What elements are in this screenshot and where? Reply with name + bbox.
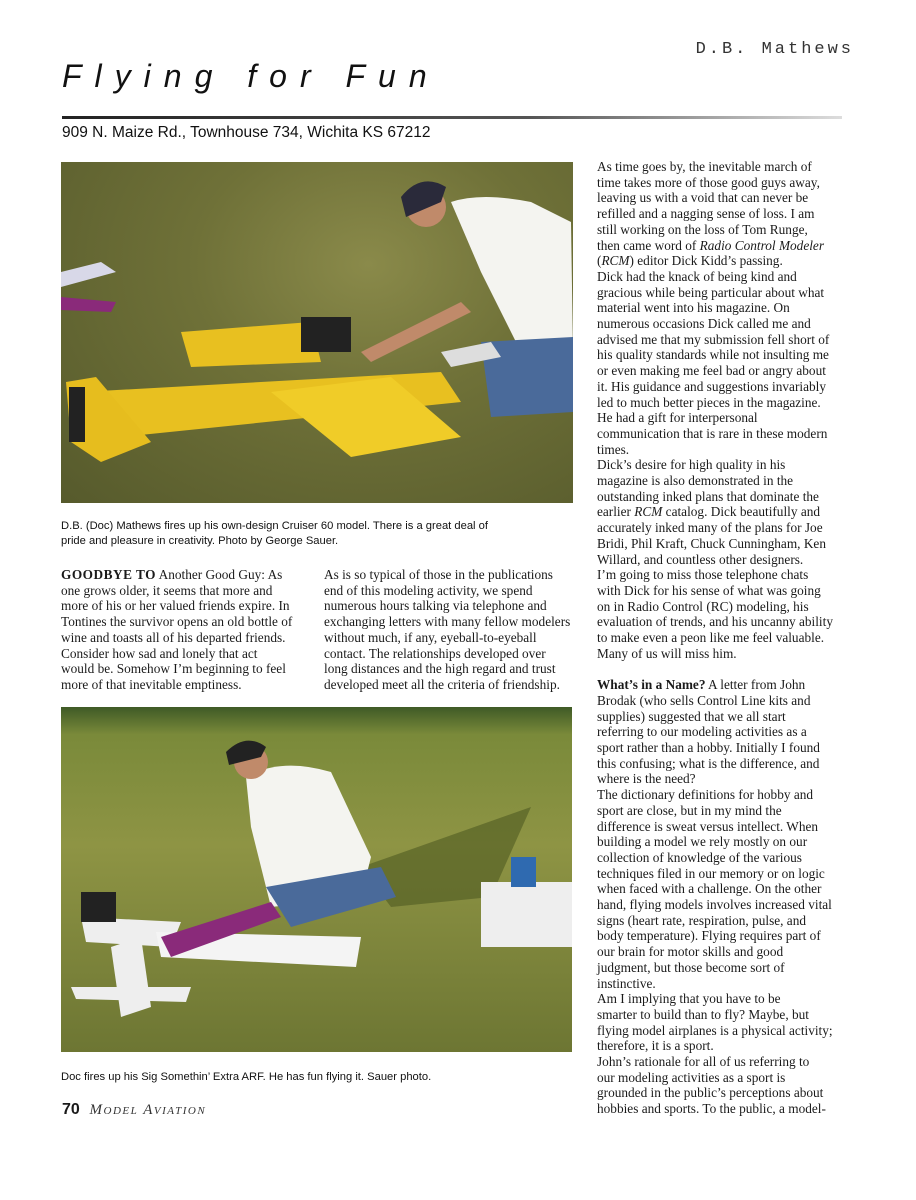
page-number: 70	[62, 1101, 80, 1118]
paragraph-text: Another Good Guy: As one grows older, it seems that more and more of his or her valued friends expire. In Tontines the survivor opens an old bottle of wine and toasts all of his departed friends. Consider how sad and lonely that act would be. Somehow I’m beginning to feel more of that inevitable emptiness.	[61, 567, 293, 692]
italic-text: Radio Control Modeler	[699, 237, 824, 253]
photo-cruiser-60-illustration	[61, 162, 573, 503]
article-paragraph	[597, 1054, 847, 1117]
paragraph-text: I’m going to miss those telephone chats with Dick for his sense of what was going on in Radio Control (RC) modeling, his evaluation of trends, and his uncanny ability to make even a peon like me feel valuable. Many of us will miss him.	[597, 567, 833, 661]
paragraph-text: Am I implying that you have to be smarter to build than to fly? Maybe, but flying model airplanes is a physical activity; therefore, it is a sport.	[597, 991, 833, 1054]
author-address: 909 N. Maize Rd., Townhouse 734, Wichita KS 67212	[62, 124, 431, 141]
article-paragraph	[597, 787, 847, 991]
title-rule	[62, 116, 842, 119]
paragraph-text: Dick had the knack of being kind and gracious while being particular about what material went into his magazine. On numerous occasions Dick called me and advised me that my submission fell short of his quality standards while not insulting me or even making me feel bad or angry about it. His guidance and suggestions invariably led to much better pieces in the magazine. He had a gift for interpersonal communication that is rare in these modern times.	[597, 268, 830, 457]
paragraph-text: As is so typical of those in the publications end of this modeling activity, we spend numerous hours talking via telephone and exchanging letters with many fellow modelers without much, if any, eyeball-to-eyeball contact. The relationships developed over long distances and the high regard and trust developed meet all the criteria of friendship.	[324, 567, 571, 692]
section-lead-in: What’s in a Name?	[597, 677, 706, 693]
italic-text: RCM	[634, 504, 663, 520]
photo-cruiser-60-caption: D.B. (Doc) Mathews fires up his own-design Cruiser 60 model. There is a great deal of pride and pleasure in creativity. Photo by George Sauer.	[61, 520, 488, 547]
article-paragraph	[597, 457, 847, 567]
paragraph-text: The dictionary definitions for hobby and sport are close, but in my mind the difference is sweat versus intellect. When building a model we rely mostly on our collection of knowledge of the various techniques filed in our memory or on logic when faced with a challenge. On the other hand, flying models involves increased vital signs (heart rate, respiration, pulse, and body temperature). Flying requires part of our brain for motor skills and good judgment, but those become sort of instinctive.	[597, 787, 832, 991]
paragraph-gap	[597, 662, 847, 678]
paragraph-text: John’s rationale for all of us referring to our modeling activities as a sport is grounded in the public’s perceptions about hobbies and sports. To the public, a model-	[597, 1054, 826, 1117]
paragraph-text: Dick’s desire for high quality in his magazine is also demonstrated in the outstanding inked plans that dominate the earlier	[597, 457, 819, 520]
italic-text: RCM	[601, 253, 630, 269]
author-name: D.B. Mathews	[695, 40, 854, 59]
article-paragraph	[597, 991, 847, 1054]
article-paragraph	[597, 677, 847, 787]
photo-somethin-extra	[61, 707, 572, 1052]
magazine-name: Model Aviation	[89, 1102, 207, 1118]
photo-somethin-extra-caption: Doc fires up his Sig Somethin’ Extra ARF. He has fun flying it. Sauer photo.	[61, 1071, 432, 1083]
article-paragraph	[61, 567, 321, 693]
paragraph-text: ) editor Dick Kidd’s passing.	[629, 253, 783, 269]
article-paragraph	[597, 269, 847, 457]
article-paragraph	[597, 567, 847, 661]
paragraph-text: As time goes by, the inevitable march of time takes more of those good guys away, leaving us with a void that can never be refilled and a nagging sense of loss. I am still working on the loss of Tom Runge, then came word of	[597, 159, 820, 253]
article-paragraph	[597, 159, 847, 269]
page-footer	[62, 1101, 206, 1119]
paragraph-text: catalog. Dick beautifully and accurately inked many of the plans for Joe Bridi, Phil Kraft, Chuck Cunningham, Ken Willard, and countless other designers.	[597, 504, 826, 567]
section-lead-in: GOODBYE TO	[61, 567, 157, 582]
paragraph-text: A letter from John Brodak (who sells Control Line kits and supplies) suggested that we all start referring to our modeling activities as a sport rather than a hobby. Initially I found this confusing; what is the difference, and where is the need?	[597, 677, 820, 787]
article-column-right	[597, 159, 847, 1117]
column-title: Flying for Fun	[62, 58, 440, 94]
article-paragraph	[324, 567, 584, 693]
photo-somethin-extra-illustration	[61, 707, 572, 1052]
article-column-middle	[324, 567, 584, 693]
paragraph-text: (	[597, 253, 602, 269]
article-column-left	[61, 567, 321, 693]
photo-cruiser-60	[61, 162, 573, 503]
